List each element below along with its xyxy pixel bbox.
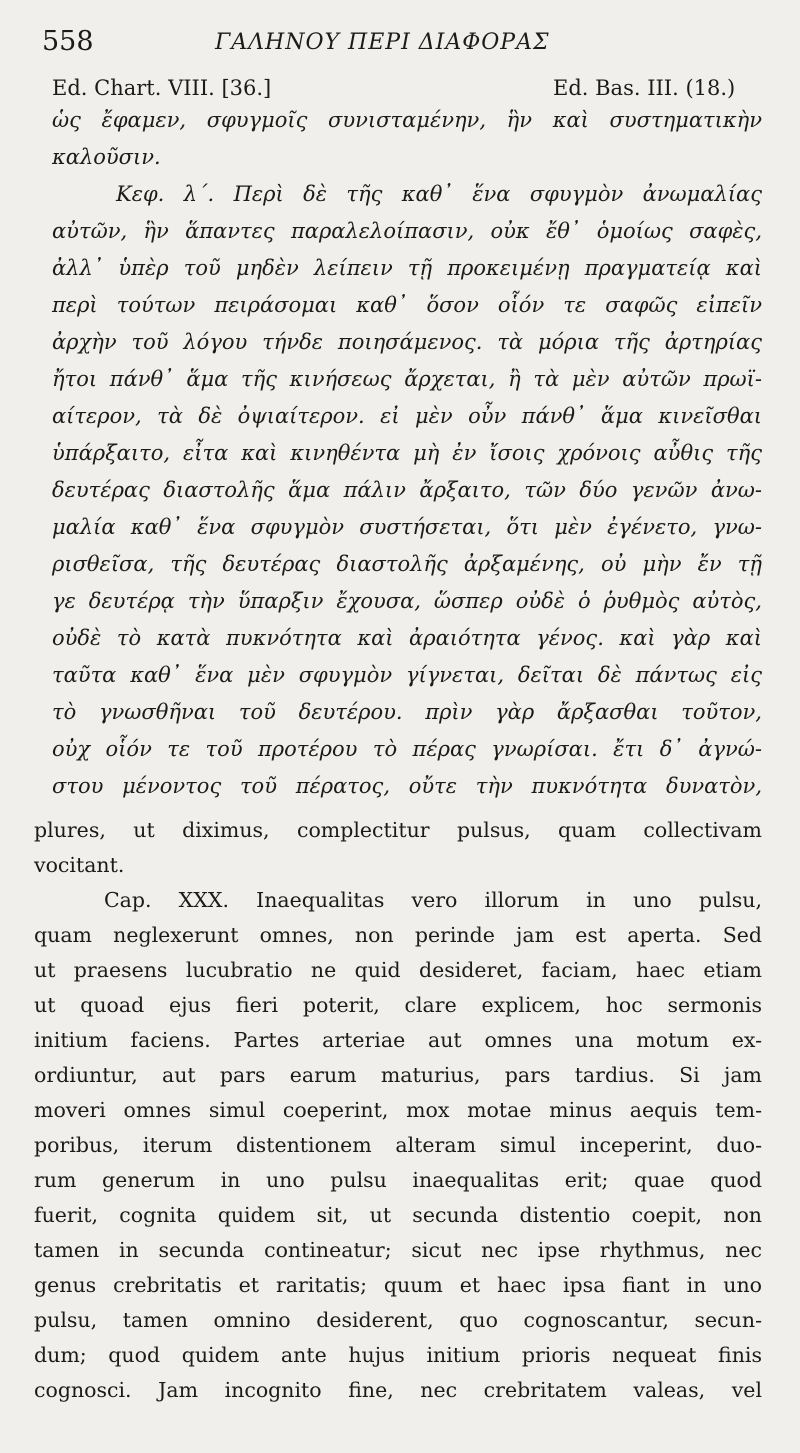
greek-line: ὑπάρξαιτο, εἶτα καὶ κινηθέντα μὴ ἐν ἴσοις χρόνοις αὖθις τῆς [52, 441, 762, 465]
latin-line: cognosci. Jam incognito fine, nec crebritatem valeas, vel [34, 1378, 762, 1402]
greek-line: ἀλλ᾽ ὑπὲρ τοῦ μηδὲν λείπειν τῇ προκειμένῃ πραγματείᾳ καὶ [52, 256, 762, 280]
latin-line: dum; quod quidem ante hujus initium prioris nequeat finis [34, 1343, 762, 1367]
latin-line: fuerit, cognita quidem sit, ut secunda distentio coepit, non [34, 1203, 762, 1227]
latin-line: initium faciens. Partes arteriae aut omnes una motum ex- [34, 1028, 762, 1052]
latin-line: tamen in secunda contineatur; sicut nec ipse rhythmus, nec [34, 1238, 762, 1262]
greek-line: δευτέρας διαστολῆς ἅμα πάλιν ἄρξαιτο, τῶν δύο γενῶν ἀνω- [52, 478, 762, 502]
greek-line: αὐτῶν, ἣν ἅπαντες παραλελοίπασιν, οὐκ ἔθ᾽ ὁμοίως σαφὲς, [52, 219, 762, 243]
greek-chapter-heading-line: Κεφ. λ΄. Περὶ δὲ τῆς καθ᾽ ἕνα σφυγμὸν ἀνωμαλίας [116, 182, 762, 206]
greek-line: γε δευτέρᾳ τὴν ὕπαρξιν ἔχουσα, ὥσπερ οὐδὲ ὁ ῥυθμὸς αὐτὸς, [52, 589, 762, 613]
greek-line: καλοῦσιν. [52, 145, 161, 169]
latin-line: plures, ut diximus, complectitur pulsus, quam collectivam [34, 818, 762, 842]
latin-line: rum generum in uno pulsu inaequalitas erit; quae quod [34, 1168, 762, 1192]
latin-chapter-heading-line: Cap. XXX. Inaequalitas vero illorum in uno pulsu, [104, 888, 762, 912]
latin-line: genus crebritatis et raritatis; quum et haec ipsa fiant in uno [34, 1273, 762, 1297]
latin-line: quam neglexerunt omnes, non perinde jam est aperta. Sed [34, 923, 762, 947]
greek-line: αίτερον, τὰ δὲ ὀψιαίτερον. εἰ μὲν οὖν πάνθ᾽ ἅμα κινεῖσθαι [52, 404, 762, 428]
latin-line: poribus, iterum distentionem alteram simul inceperint, duo- [34, 1133, 762, 1157]
greek-line: οὐχ οἷόν τε τοῦ προτέρου τὸ πέρας γνωρίσαι. ἔτι δ᾽ ἀγνώ- [52, 737, 762, 761]
greek-line: ἀρχὴν τοῦ λόγου τήνδε ποιησάμενος. τὰ μόρια τῆς ἀρτηρίας [52, 330, 762, 354]
latin-line: vocitant. [34, 853, 125, 877]
edition-reference-right: Ed. Bas. III. (18.) [553, 76, 736, 100]
page-number: 558 [42, 26, 94, 57]
greek-line: ἤτοι πάνθ᾽ ἅμα τῆς κινήσεως ἄρχεται, ἢ τὰ μὲν αὐτῶν πρωϊ- [52, 367, 762, 391]
greek-line: ταῦτα καθ᾽ ἕνα μὲν σφυγμὸν γίγνεται, δεῖται δὲ πάντως εἰς [52, 663, 762, 687]
greek-line: ὡς ἔφαμεν, σφυγμοῖς συνισταμένην, ἣν καὶ συστηματικὴν [52, 108, 762, 132]
edition-reference-left: Ed. Chart. VIII. [36.] [52, 76, 272, 100]
running-title: ΓΑΛΗΝΟΥ ΠΕΡΙ ΔΙΑΦΟΡΑΣ [215, 30, 550, 55]
greek-line: περὶ τούτων πειράσομαι καθ᾽ ὅσον οἷόν τε σαφῶς εἰπεῖν [52, 293, 762, 317]
latin-line: ut praesens lucubratio ne quid desideret, faciam, haec etiam [34, 958, 762, 982]
greek-line: στου μένοντος τοῦ πέρατος, οὔτε τὴν πυκνότητα δυνατὸν, [52, 774, 762, 798]
greek-line: οὐδὲ τὸ κατὰ πυκνότητα καὶ ἀραιότητα γένος. καὶ γὰρ καὶ [52, 626, 762, 650]
latin-line: pulsu, tamen omnino desiderent, quo cognoscantur, secun- [34, 1308, 762, 1332]
greek-line: τὸ γνωσθῆναι τοῦ δευτέρου. πρὶν γὰρ ἄρξασθαι τοῦτον, [52, 700, 762, 724]
latin-line: ordiuntur, aut pars earum maturius, pars tardius. Si jam [34, 1063, 762, 1087]
greek-line: ρισθεῖσα, τῆς δευτέρας διαστολῆς ἀρξαμένης, οὐ μὴν ἔν τῇ [52, 552, 762, 576]
latin-line: ut quoad ejus fieri poterit, clare explicem, hoc sermonis [34, 993, 762, 1017]
greek-line: μαλία καθ᾽ ἕνα σφυγμὸν συστήσεται, ὅτι μὲν ἐγένετο, γνω- [52, 515, 762, 539]
latin-line: moveri omnes simul coeperint, mox motae minus aequis tem- [34, 1098, 762, 1122]
